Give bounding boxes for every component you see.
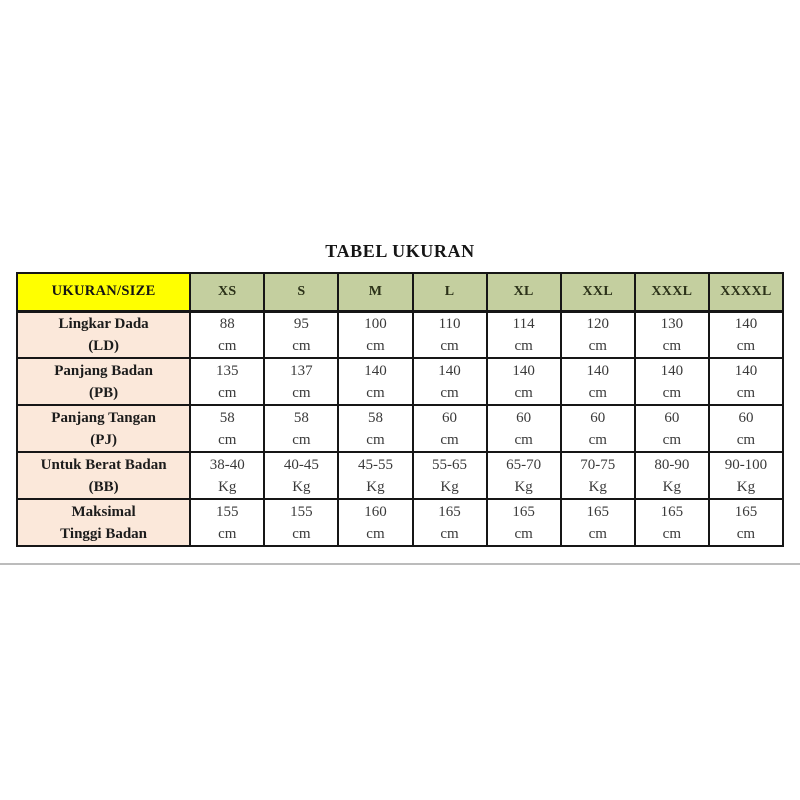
cell-value: 120 xyxy=(586,315,609,332)
cell-value: 130 xyxy=(660,315,684,332)
value-cell xyxy=(635,405,709,452)
cell-value: 40-45 xyxy=(283,456,319,473)
page-title: TABEL UKURAN xyxy=(325,241,475,261)
cell-unit: Kg xyxy=(440,478,459,495)
size-header-xxl: XXL xyxy=(561,273,635,311)
value-cell xyxy=(338,405,412,452)
value-cell xyxy=(487,405,561,452)
value-cell xyxy=(561,452,635,499)
size-header-m: M xyxy=(338,273,412,311)
table-row xyxy=(17,358,783,405)
value-cell xyxy=(561,311,635,358)
cell-value: 60 xyxy=(590,409,606,426)
cell-unit: cm xyxy=(514,337,533,354)
cell-unit: Kg xyxy=(588,478,607,495)
value-cell xyxy=(487,499,561,546)
value-cell xyxy=(413,358,487,405)
value-cell xyxy=(190,358,264,405)
value-cell xyxy=(709,358,783,405)
row-label xyxy=(17,452,190,499)
cell-value: 140 xyxy=(364,362,387,379)
size-header-xl: XL xyxy=(487,273,561,311)
cell-value: 140 xyxy=(586,362,609,379)
cell-unit: cm xyxy=(514,431,533,448)
value-cell xyxy=(338,311,412,358)
value-cell xyxy=(709,499,783,546)
size-table xyxy=(16,272,784,547)
cell-unit: cm xyxy=(662,431,681,448)
cell-unit: cm xyxy=(588,337,607,354)
cell-value: 155 xyxy=(216,503,239,520)
cell-unit: cm xyxy=(736,384,756,401)
row-label-line2: (PB) xyxy=(89,384,119,401)
bottom-divider xyxy=(0,563,800,565)
cell-value: 38-40 xyxy=(209,456,245,473)
cell-unit: cm xyxy=(736,525,756,542)
cell-unit: cm xyxy=(292,525,311,542)
row-label-line2: Tinggi Badan xyxy=(60,525,148,542)
cell-value: 140 xyxy=(734,315,758,332)
row-label-line1: Maksimal xyxy=(71,503,136,520)
cell-value: 140 xyxy=(438,362,461,379)
size-header-l: L xyxy=(413,273,487,311)
header-row xyxy=(17,273,783,311)
value-cell xyxy=(561,499,635,546)
value-cell xyxy=(709,311,783,358)
value-cell xyxy=(264,499,338,546)
cell-unit: Kg xyxy=(218,478,237,495)
cell-value: 165 xyxy=(586,503,609,520)
value-cell xyxy=(635,499,709,546)
cell-unit: cm xyxy=(218,525,237,542)
cell-unit: cm xyxy=(662,337,681,354)
value-cell xyxy=(413,452,487,499)
value-cell xyxy=(190,405,264,452)
size-header-xs: XS xyxy=(190,273,264,311)
cell-value: 60 xyxy=(738,409,754,426)
cell-value: 140 xyxy=(734,362,758,379)
row-label xyxy=(17,405,190,452)
value-cell xyxy=(190,452,264,499)
cell-unit: Kg xyxy=(292,478,311,495)
cell-unit: cm xyxy=(440,337,459,354)
cell-unit: cm xyxy=(366,384,385,401)
cell-value: 58 xyxy=(219,409,235,426)
value-cell xyxy=(338,452,412,499)
size-table-body xyxy=(17,311,783,546)
cell-value: 140 xyxy=(660,362,684,379)
cell-value: 90-100 xyxy=(724,456,768,473)
cell-value: 60 xyxy=(442,409,458,426)
cell-unit: cm xyxy=(292,384,311,401)
cell-unit: cm xyxy=(440,384,459,401)
value-cell xyxy=(635,311,709,358)
cell-value: 58 xyxy=(367,409,383,426)
value-cell xyxy=(338,499,412,546)
cell-value: 58 xyxy=(293,409,309,426)
row-label-line2: (PJ) xyxy=(90,431,117,448)
cell-unit: cm xyxy=(588,525,607,542)
value-cell xyxy=(413,311,487,358)
cell-unit: cm xyxy=(366,431,385,448)
value-cell xyxy=(264,452,338,499)
cell-unit: cm xyxy=(514,525,533,542)
cell-value: 45-55 xyxy=(357,456,393,473)
cell-value: 60 xyxy=(664,409,680,426)
row-label xyxy=(17,358,190,405)
cell-value: 60 xyxy=(516,409,532,426)
cell-value: 55-65 xyxy=(432,456,468,473)
value-cell xyxy=(709,405,783,452)
row-label-line1: Panjang Tangan xyxy=(51,409,156,426)
cell-value: 65-70 xyxy=(506,456,542,473)
cell-value: 165 xyxy=(660,503,684,520)
cell-unit: cm xyxy=(218,431,237,448)
value-cell xyxy=(487,311,561,358)
cell-unit: cm xyxy=(736,431,756,448)
cell-value: 114 xyxy=(512,315,535,332)
cell-value: 80-90 xyxy=(654,456,690,473)
cell-unit: cm xyxy=(366,337,385,354)
cell-value: 160 xyxy=(364,503,387,520)
cell-unit: cm xyxy=(440,431,459,448)
cell-unit: Kg xyxy=(366,478,385,495)
cell-value: 100 xyxy=(364,315,387,332)
cell-value: 137 xyxy=(290,362,313,379)
value-cell xyxy=(413,405,487,452)
table-row xyxy=(17,499,783,546)
row-label-line2: (LD) xyxy=(88,337,120,354)
value-cell xyxy=(338,358,412,405)
value-cell xyxy=(190,499,264,546)
cell-unit: cm xyxy=(736,337,756,354)
table-row xyxy=(17,452,783,499)
value-cell xyxy=(561,358,635,405)
cell-value: 165 xyxy=(438,503,461,520)
size-header-xxxl: XXXL xyxy=(635,273,709,311)
table-row xyxy=(17,405,783,452)
value-cell xyxy=(487,452,561,499)
value-cell xyxy=(635,358,709,405)
value-cell xyxy=(635,452,709,499)
table-row xyxy=(17,311,783,358)
row-label-line1: Lingkar Dada xyxy=(58,315,149,332)
corner-header: UKURAN/SIZE xyxy=(17,273,190,311)
cell-value: 88 xyxy=(219,315,235,332)
cell-value: 165 xyxy=(734,503,758,520)
cell-value: 155 xyxy=(290,503,313,520)
cell-unit: cm xyxy=(440,525,459,542)
size-header-xxxxl: XXXXL xyxy=(709,273,783,311)
row-label-line1: Untuk Berat Badan xyxy=(40,456,167,473)
cell-unit: cm xyxy=(662,384,681,401)
value-cell xyxy=(264,358,338,405)
cell-value: 70-75 xyxy=(580,456,616,473)
row-label xyxy=(17,499,190,546)
cell-value: 140 xyxy=(512,362,535,379)
cell-unit: cm xyxy=(514,384,533,401)
cell-unit: cm xyxy=(588,431,607,448)
cell-value: 110 xyxy=(438,315,461,332)
cell-unit: cm xyxy=(218,384,237,401)
cell-unit: cm xyxy=(292,431,311,448)
cell-unit: cm xyxy=(218,337,237,354)
value-cell xyxy=(190,311,264,358)
cell-value: 165 xyxy=(512,503,535,520)
cell-unit: Kg xyxy=(662,478,681,495)
value-cell xyxy=(413,499,487,546)
size-header-s: S xyxy=(264,273,338,311)
cell-unit: cm xyxy=(292,337,311,354)
cell-unit: cm xyxy=(662,525,681,542)
cell-unit: cm xyxy=(366,525,385,542)
row-label-line1: Panjang Badan xyxy=(54,362,153,379)
row-label xyxy=(17,311,190,358)
cell-unit: Kg xyxy=(514,478,533,495)
cell-unit: Kg xyxy=(736,478,756,495)
cell-unit: cm xyxy=(588,384,607,401)
value-cell xyxy=(264,405,338,452)
cell-value: 135 xyxy=(216,362,239,379)
value-cell xyxy=(264,311,338,358)
row-label-line2: (BB) xyxy=(88,478,119,495)
value-cell xyxy=(487,358,561,405)
value-cell xyxy=(709,452,783,499)
cell-value: 95 xyxy=(293,315,309,332)
value-cell xyxy=(561,405,635,452)
